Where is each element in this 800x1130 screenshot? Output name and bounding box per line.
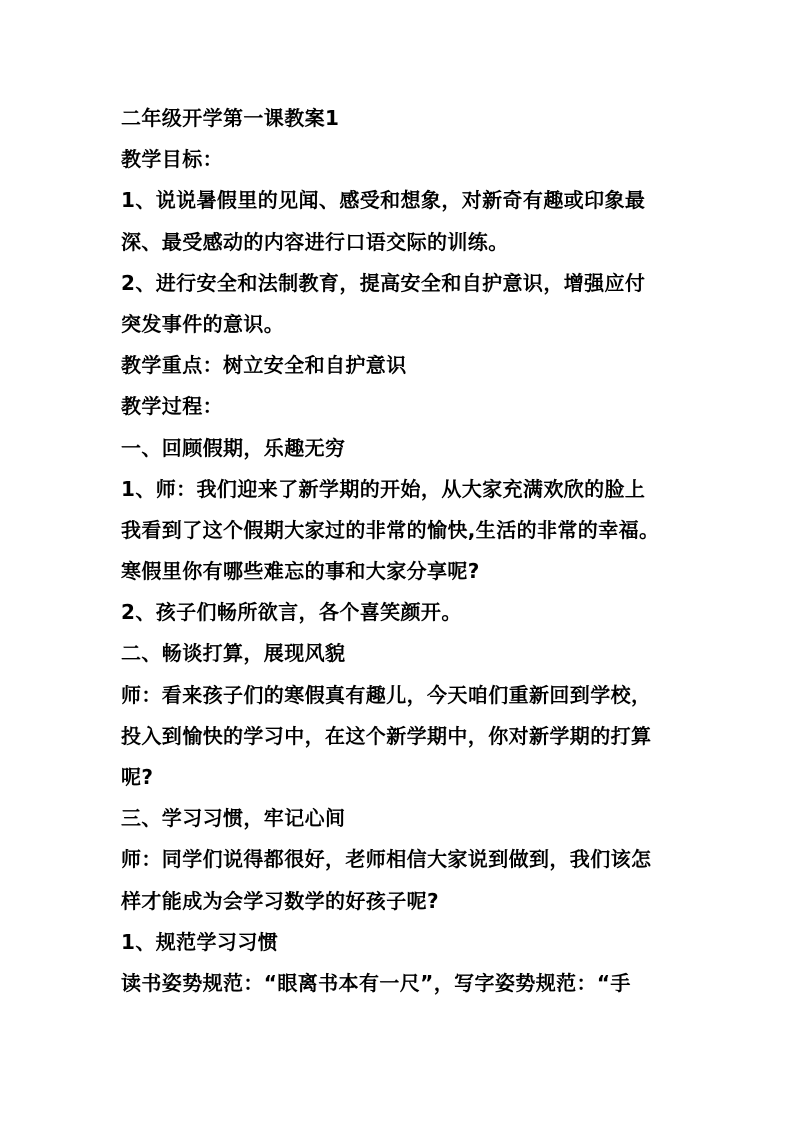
paragraph-line: 深、最受感动的内容进行口语交际的训练。 xyxy=(121,229,509,254)
paragraph-line: 读书姿势规范：“眼离书本有一尺”，写字姿势规范：“手 xyxy=(121,970,631,995)
section-heading-process: 教学过程： xyxy=(121,394,223,419)
paragraph-line: 1、说说暑假里的见闻、感受和想象，对新奇有趣或印象最 xyxy=(121,188,646,213)
paragraph-line: 我看到了这个假期大家过的非常的愉快,生活的非常的幸福。 xyxy=(121,517,660,542)
paragraph-line: 师：看来孩子们的寒假真有趣儿，今天咱们重新回到学校， xyxy=(121,682,652,707)
document-title: 二年级开学第一课教案1 xyxy=(121,106,340,130)
document-body xyxy=(121,98,701,1004)
paragraph-line: 样才能成为会学习数学的好孩子呢? xyxy=(121,888,440,913)
paragraph-line: 寒假里你有哪些难忘的事和大家分享呢? xyxy=(121,559,480,584)
section-heading-objectives: 教学目标： xyxy=(121,147,223,172)
paragraph-line: 突发事件的意识。 xyxy=(121,311,285,336)
paragraph-line: 1、师：我们迎来了新学期的开始，从大家充满欢欣的脸上 xyxy=(121,476,646,501)
list-item-heading: 1、规范学习习惯 xyxy=(121,929,279,954)
paragraph-line: 2、进行安全和法制教育，提高安全和自护意识，增强应付 xyxy=(121,270,646,295)
subsection-heading: 一、回顾假期，乐趣无穷 xyxy=(121,435,346,460)
paragraph-line: 师：同学们说得都很好，老师相信大家说到做到，我们该怎 xyxy=(121,847,652,872)
section-heading-key-points: 教学重点：树立安全和自护意识 xyxy=(121,353,407,378)
paragraph-line: 呢? xyxy=(121,765,154,789)
paragraph-line: 投入到愉快的学习中，在这个新学期中，你对新学期的打算 xyxy=(121,723,652,748)
paragraph-line: 2、孩子们畅所欲言，各个喜笑颜开。 xyxy=(121,600,462,625)
subsection-heading: 二、畅谈打算，展现风貌 xyxy=(121,641,346,666)
subsection-heading: 三、学习习惯，牢记心间 xyxy=(121,806,346,831)
